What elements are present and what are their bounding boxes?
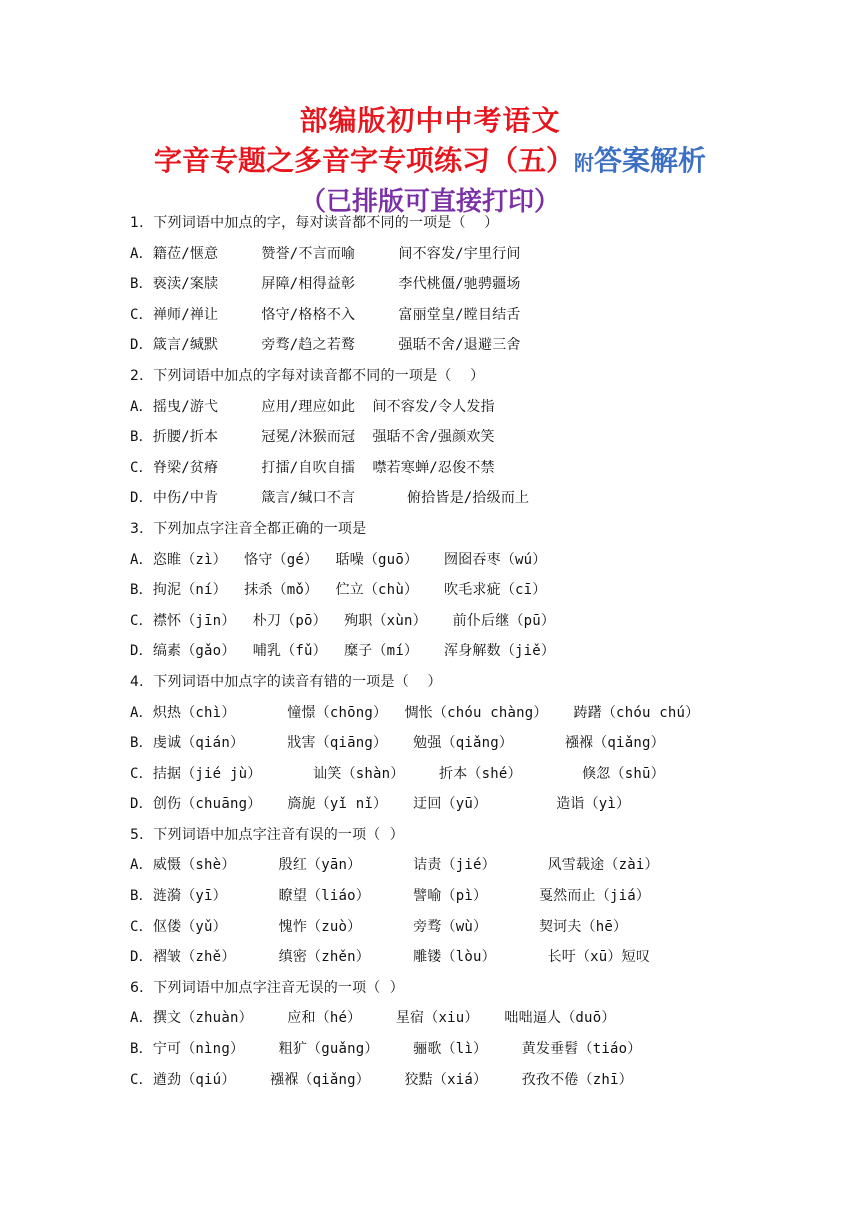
question-1-option-d: D．箴言/缄默 旁骛/趋之若鹜 强聒不舍/退避三舍 [130, 337, 521, 354]
question-1-option-b: B．亵渎/案牍 屏障/相得益彰 李代桃僵/驰骋疆场 [130, 276, 521, 293]
title-attach: 答案解析 [594, 144, 707, 177]
question-1-option-a: A．籍莅/惬意 赞誉/不言而喻 间不容发/宇里行间 [130, 245, 521, 262]
question-4-option-d: D．创伤（chuāng） 旖旎（yǐ nǐ） 迂回（yū） 造诣（yì） [130, 796, 631, 813]
question-4-stem: 4．下列词语中加点字的读音有错的一项是（ ） [130, 673, 442, 690]
question-list [130, 208, 770, 1095]
question-3-option-d: D．缟素（gǎo） 哺乳（fǔ） 糜子（mí） 浑身解数（jiě） [130, 643, 556, 660]
question-5-option-a: A．威慑（shè） 殷红（yān） 诘责（jié） 风雪载途（zài） [130, 857, 659, 874]
question-3-stem: 3．下列加点字注音全都正确的一项是 [130, 520, 367, 537]
title-attach-small: 附 [574, 151, 594, 175]
question-2-option-c: C．脊梁/贫瘠 打擂/自吹自擂 噤若寒蝉/忍俊不禁 [130, 459, 495, 476]
question-2-option-d: D．中伤/中肯 箴言/缄口不言 俯拾皆是/拾级而上 [130, 490, 530, 507]
question-1-option-c: C．禅师/禅让 恪守/格格不入 富丽堂皇/瞠目结舌 [130, 306, 521, 323]
question-3-option-b: B．拘泥（ní） 抹杀（mǒ） 伫立（chù） 吹毛求疵（cī） [130, 582, 547, 599]
title-block [0, 102, 860, 220]
question-4-option-b: B．虔诚（qián） 戕害（qiāng） 勉强（qiǎng） 襁褓（qiǎng） [130, 735, 665, 752]
question-3-option-c: C．襟怀（jīn） 朴刀（pō） 殉职（xùn） 前仆后继（pū） [130, 612, 556, 629]
question-6-option-b: B．宁可（nìng） 粗犷（guǎng） 骊歌（lì） 黄发垂髫（tiáo） [130, 1041, 642, 1058]
question-1-stem: 1．下列词语中加点的字，每对读音都不同的一项是（ ） [130, 215, 499, 231]
title-line-2 [0, 142, 860, 182]
question-3-option-a: A．恣睢（zì） 恪守（gé） 聒噪（guō） 囫囵吞枣（wú） [130, 551, 547, 568]
question-5-option-d: D．褶皱（zhě） 缜密（zhěn） 雕镂（lòu） 长吁（xū）短叹 [130, 949, 651, 966]
question-6-stem: 6．下列词语中加点字注音无误的一项（ ） [130, 979, 405, 996]
question-6-option-c: C．遒劲（qiú） 襁褓（qiǎng） 狡黠（xiá） 孜孜不倦（zhī） [130, 1071, 633, 1088]
question-5-option-b: B．涟漪（yī） 瞭望（liáo） 譬喻（pì） 戛然而止（jiá） [130, 888, 651, 905]
question-5-option-c: C．伛偻（yǔ） 愧怍（zuò） 旁骛（wù） 契诃夫（hē） [130, 918, 628, 935]
question-2-option-a: A．摇曳/游弋 应用/理应如此 间不容发/令人发指 [130, 398, 495, 415]
title-line-1: 部编版初中中考语文 [299, 104, 561, 137]
question-2-option-b: B．折腰/折本 冠冕/沐猴而冠 强聒不舍/强颜欢笑 [130, 429, 495, 446]
question-4-option-c: C．拮据（jié jù） 讪笑（shàn） 折本（shé） 倏忽（shū） [130, 765, 665, 782]
question-2-stem: 2．下列词语中加点的字每对读音都不同的一项是（ ） [130, 367, 485, 384]
question-4-option-a: A．炽热（chì） 憧憬（chōng） 惆怅（chóu chàng） 踌躇（chóu chú） [130, 704, 700, 721]
question-5-stem: 5．下列词语中加点字注音有误的一项（ ） [130, 826, 405, 843]
title-line-3: （已排版可直接打印） [299, 187, 560, 217]
question-6-option-a: A．撰文（zhuàn） 应和（hé） 星宿（xiu） 咄咄逼人（duō） [130, 1010, 616, 1027]
title-line-2-main: 字音专题之多音字专项练习（五） [153, 144, 574, 177]
